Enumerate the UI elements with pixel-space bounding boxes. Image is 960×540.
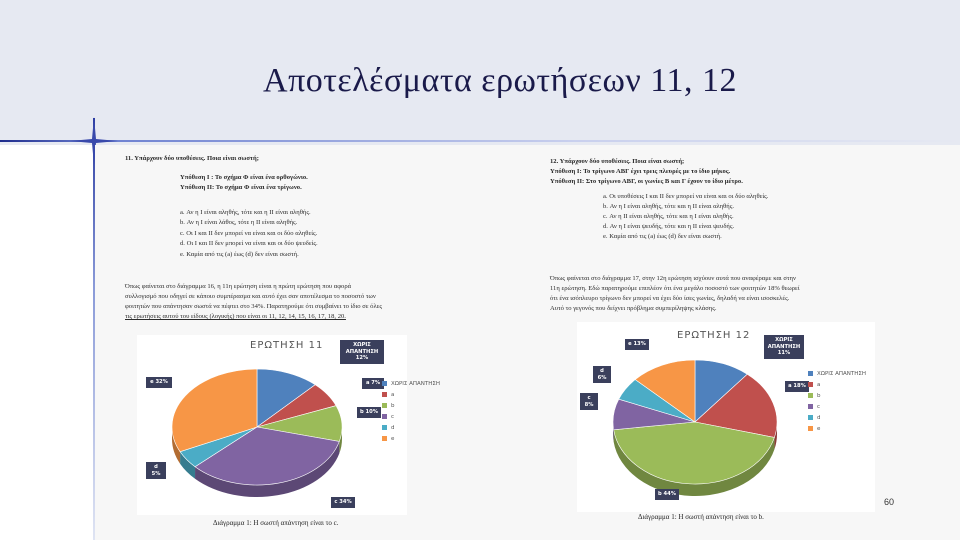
q12-option: d. Αν η Ι είναι ψευδής, τότε και η ΙΙ είναι ψευδής. [603,223,735,230]
chart-q11-caption: Διάγραμμα 1: Η σωστή απάντηση είναι το c. [213,519,339,527]
chart-q12-label: e 13% [625,339,649,350]
q12-hypothesis-1: Υπόθεση Ι: Το τρίγωνο ΑΒΓ έχει τρεις πλευρές με το ίδιο μήκος. [550,168,731,175]
chart-q11-legend-swatch [382,425,387,430]
q12-hypothesis-2: Υπόθεση ΙΙ: Στο τρίγωνο ΑΒΓ, οι γωνίες Β και Γ έχουν το ίδιο μέτρο. [550,178,743,185]
chart-q11-legend-item [382,411,440,422]
q11-paragraph-line: τις ερωτήσεις αυτού του είδους (λογικής) που είναι οι 11, 12, 14, 15, 16, 17, 18, 20. [125,313,346,320]
chart-q11-legend-item [382,433,440,444]
q11-option: a. Αν η Ι είναι αληθής, τότε και η ΙΙ είναι αληθής. [180,209,311,216]
chart-q11-legend-swatch [382,381,387,386]
chart-q11-legend-label: b [391,402,395,409]
chart-q11-legend-label: ΧΩΡΙΣ ΑΠΑΝΤΗΣΗ [391,380,441,387]
chart-q12-label: c 8% [580,393,598,410]
chart-q12-legend-item [808,379,866,390]
chart-q12-legend-label: c [817,403,821,410]
chart-q11-legend-label: c [391,413,395,420]
q12-text: 12. Υπάρχουν δύο υποθέσεις. Ποια είναι σωστή; [550,158,685,165]
slide-title: Αποτελέσματα ερωτήσεων 11, 12 [263,62,737,99]
chart-q12-title: ΕΡΩΤΗΣΗ 12 [677,330,751,341]
chart-q11-legend-swatch [382,403,387,408]
decor-line-horizontal [0,140,960,142]
q11-option: e. Καμία από τις (a) έως (d) δεν είναι σωστή. [180,251,299,258]
chart-q12-legend-label: b [817,392,821,399]
chart-q12-label: d 6% [593,366,611,383]
chart-q11-label: e 32% [146,377,172,388]
q12-paragraph-line: 11η ερώτηση. Εδώ παρατηρούμε επιπλέον ότι ένα μεγάλο ποσοστό των φοιτητών 18% θεωρεί [550,285,800,292]
chart-q11-label: b 10% [357,407,381,418]
chart-q11-legend-item [382,422,440,433]
chart-q11-legend-item [382,400,440,411]
q11-option: d. Οι Ι και ΙΙ δεν μπορεί να είναι και οι δύο ψευδείς. [180,240,318,247]
chart-q11-legend-swatch [382,436,387,441]
chart-q11-legend-swatch [382,414,387,419]
chart-q11-label: ΧΩΡΙΣ ΑΠΑΝΤΗΣΗ 12% [340,340,384,364]
chart-q11-label: d 5% [146,462,166,479]
chart-q12-legend-label: d [817,414,821,421]
chart-q11-legend-swatch [382,392,387,397]
chart-q12-legend-item [808,423,866,434]
q11-hypothesis-2: Υπόθεση ΙΙ: Το σχήμα Φ είναι ένα τρίγωνο. [180,184,302,191]
q11-hypothesis-1: Υπόθεση Ι : Το σχήμα Φ είναι ένα ορθογώνιο. [180,174,308,181]
q11-paragraph-line: φοιτητών που απάντησαν σωστά να πέφτει στο 34%. Παρατηρούμε ότι συμβαίνει το ίδιο σε όλες [125,303,383,310]
chart-q11-legend-label: d [391,424,395,431]
chart-q12-legend-label: e [817,425,821,432]
q11-paragraph-line: συλλογισμό που οδηγεί σε κάποιο συμπέρασμα και αυτό έχει σαν αποτέλεσμα το ποσοστό των [125,293,376,300]
chart-q11-legend-label: a [391,391,395,398]
q12-option: a. Οι υποθέσεις Ι και ΙΙ δεν μπορεί να είναι και οι δύο αληθείς. [603,193,769,200]
chart-q12-legend-swatch [808,415,813,420]
chart-q12-legend-swatch [808,404,813,409]
page-number: 60 [884,497,895,507]
q12-option: c. Αν η ΙΙ είναι αληθής, τότε και η Ι είναι αληθής. [603,213,734,220]
chart-q11-label: a 7% [362,378,384,389]
q11-text: 11. Υπάρχουν δύο υποθέσεις. Ποια είναι σωστή; [125,155,259,162]
q11-option: b. Αν η Ι είναι λάθος, τότε η ΙΙ είναι αληθής. [180,219,298,226]
chart-q12-label: b 44% [655,489,679,500]
q12-option: e. Καμία από τις (a) έως (d) δεν είναι σωστή. [603,233,722,240]
q12-paragraph-line: ότι ένα ισόπλευρο τρίγωνο δεν μπορεί να έχει δύο ίσες γωνίες, δηλαδή να είναι ισοσκελές. [550,295,790,302]
chart-q12-legend-item [808,390,866,401]
chart-q11-legend [382,378,440,444]
chart-q12-legend-swatch [808,393,813,398]
chart-q11-label: c 34% [331,497,355,508]
chart-q12-label: a 18% [785,381,809,392]
q11-option: c. Οι Ι και ΙΙ δεν μπορεί να είναι και οι δύο αληθείς. [180,230,318,237]
chart-q12-legend-item [808,401,866,412]
chart-q12-legend-item [808,412,866,423]
chart-q12-legend-swatch [808,371,813,376]
q12-option: b. Αν η Ι είναι αληθής, τότε και η ΙΙ είναι αληθής. [603,203,734,210]
chart-q12-legend [808,368,866,434]
chart-q12-caption: Διάγραμμα 1: Η σωστή απάντηση είναι το b. [638,513,764,521]
chart-q12-legend-item [808,368,866,379]
chart-q12-legend-label: a [817,381,821,388]
chart-q12-legend-label: ΧΩΡΙΣ ΑΠΑΝΤΗΣΗ [817,370,867,377]
chart-q11-legend-label: e [391,435,395,442]
chart-q12-legend-swatch [808,382,813,387]
chart-q11-title: ΕΡΩΤΗΣΗ 11 [250,340,324,351]
chart-q11-legend-item [382,378,440,389]
chart-q12-legend-swatch [808,426,813,431]
q11-paragraph-line: Όπως φαίνεται στο διάγραμμα 16, η 11η ερώτηση είναι η πρώτη ερώτηση που αφορά [125,283,352,290]
chart-q11-legend-item [382,389,440,400]
q12-paragraph-line: Αυτό το γεγονός που δείχνει πρόβλημα συμπερίληψης κλάσης. [550,305,717,312]
chart-q12-label: ΧΩΡΙΣ ΑΠΑΝΤΗΣΗ 11% [764,335,804,359]
q12-paragraph-line: Όπως φαίνεται στο διάγραμμα 17, στην 12η ερώτηση ισχύουν αυτά που αναφέραμε και στην [550,275,796,282]
